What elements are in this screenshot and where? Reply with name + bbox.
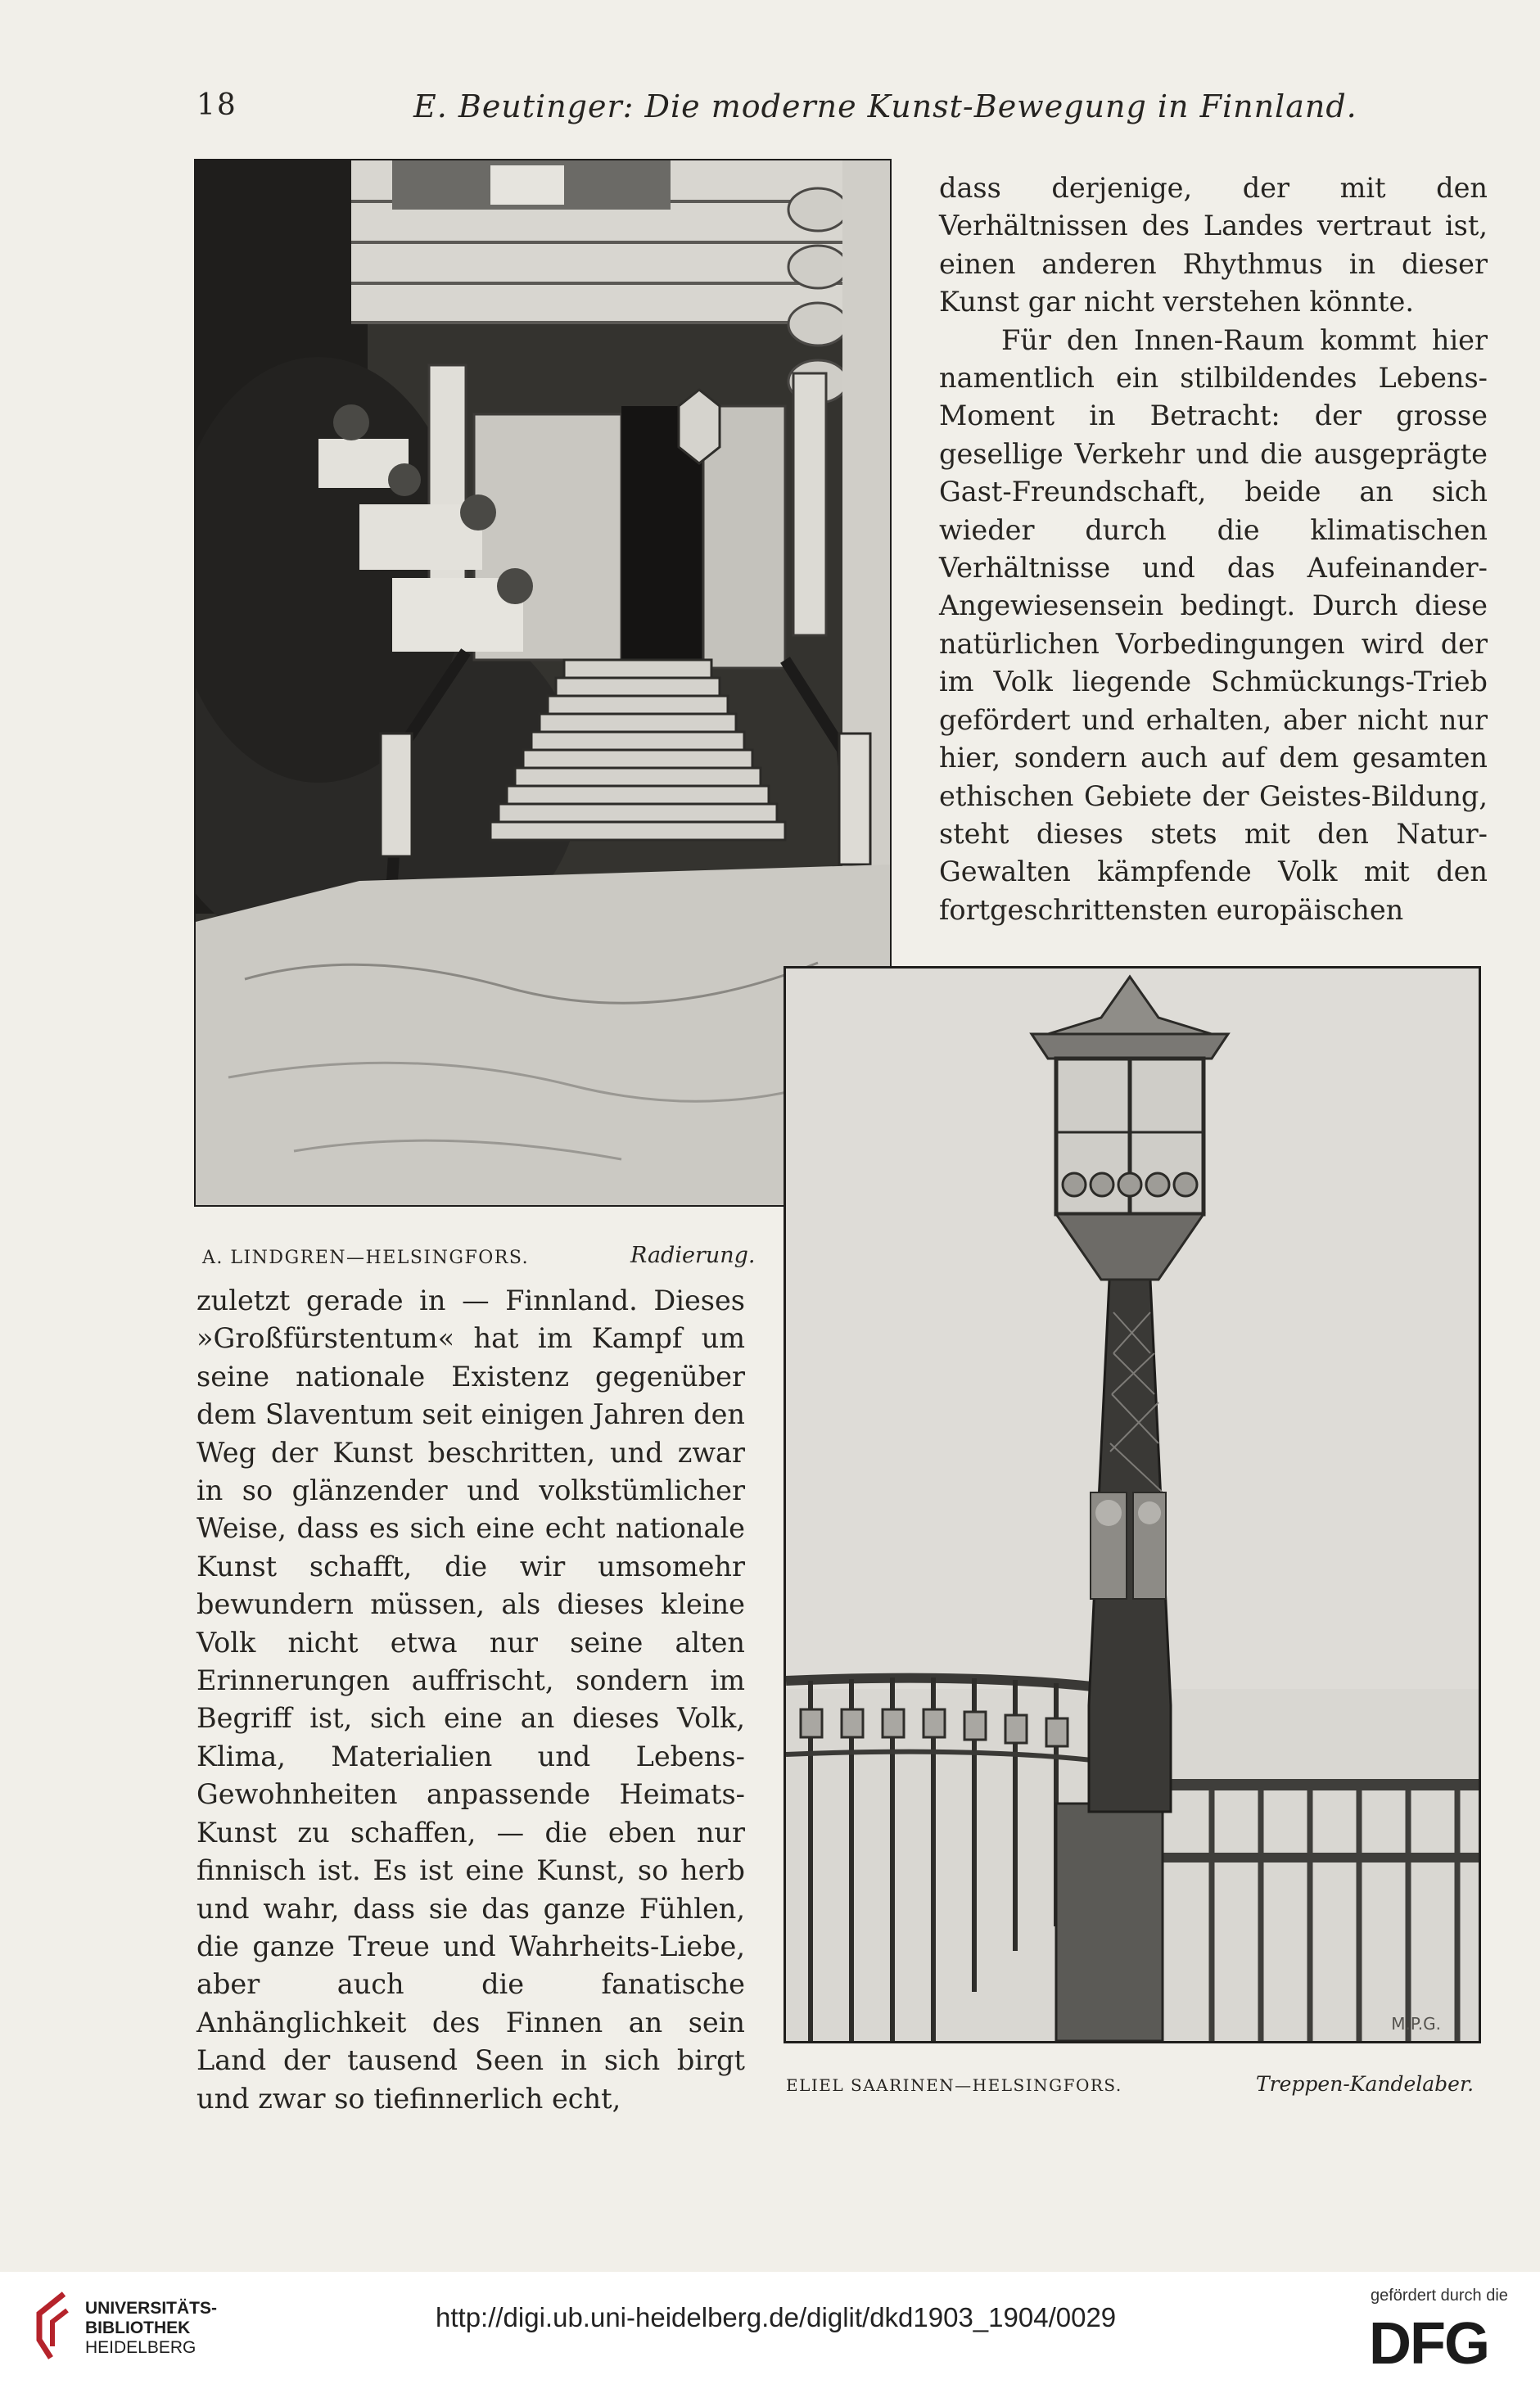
library-line-1: UNIVERSITÄTS- — [85, 2299, 218, 2318]
right-text-column — [939, 169, 1488, 929]
lamp-photograph — [786, 968, 1479, 2041]
lamp-figure — [784, 966, 1481, 2043]
paragraph: zuletzt gerade in — Finnland. Dieses »Großfürstentum« hat im Kampf um seine nationale Existenz gegenüber dem Slaventum seit einigen Jahren den Weg der Kunst beschritten, und zwar in so glänzender und volkstümlicher Weise, dass es sich eine echt nationale Kunst schafft, die wir umsomehr bewundern müssen, als dieses kleine Volk nicht etwa nur seine alten Erinnerungen auffrischt, sondern im Begriff ist, sich eine an dieses Volk, Klima, Materialien und Lebens-Gewohnheiten anpassende Heimats-Kunst zu schaffen, — die eben nur finnisch ist. Es ist eine Kunst, so herb und wahr, dass sie das ganze Fühlen, die ganze Treue und Wahrheits-Liebe, aber auch die fanatische Anhänglichkeit des Finnen an sein Land der tausend Seen in sich birgt und zwar so tiefinnerlich echt, — [196, 1285, 745, 2115]
running-title: E. Beutinger: Die moderne Kunst-Bewegung in Finnland. — [413, 88, 1357, 124]
paragraph: dass derjenige, der mit den Verhältnissen des Landes vertraut ist, einen anderen Rhythmus in dieser Kunst gar nicht verstehen könnte. — [939, 172, 1488, 318]
etching-caption-title: Radierung. — [630, 1243, 756, 1268]
paragraph: Für den Innen-Raum kommt hier namentlich ein stilbildendes Lebens-Moment in Betracht: der grosse gesellige Verkehr und die ausgeprägte Gast-Freundschaft, beide an sich wieder durch die klimatischen Verhältnisse und das Aufeinander-Angewiesensein bedingt. Durch diese natürlichen Vorbedingungen wird der im Volk liegende Schmückungs-Trieb gefördert und erhalten, aber nicht nur hier, sondern auch auf dem gesamten ethischen Gebiete der Geistes-Bildung, steht dieses stets mit den Natur-Gewalten kämpfende Volk mit den fortgeschrittensten europäischen — [939, 323, 1488, 926]
library-line-2: BIBLIOTHEK — [85, 2319, 191, 2337]
university-library-name — [85, 2299, 217, 2358]
lamp-caption-artist: ELIEL SAARINEN—HELSINGFORS. — [786, 2075, 1122, 2095]
lamp-monogram: M.P.G. — [1391, 2014, 1441, 2034]
page-number: 18 — [196, 88, 237, 122]
sponsor-label: gefördert durch die — [1371, 2287, 1508, 2305]
etching-caption-artist: A. LINDGREN—HELSINGFORS. — [202, 1248, 530, 1268]
library-line-3: HEIDELBERG — [85, 2338, 196, 2357]
dfg-logo: DFG — [1369, 2311, 1488, 2377]
left-text-column — [196, 1282, 745, 2118]
source-url-link[interactable]: http://digi.ub.uni-heidelberg.de/diglit/dkd1903_1904/0029 — [436, 2302, 1117, 2332]
university-library-logo-icon — [31, 2289, 72, 2364]
lamp-caption-title: Treppen-Kandelaber. — [1256, 2072, 1475, 2096]
